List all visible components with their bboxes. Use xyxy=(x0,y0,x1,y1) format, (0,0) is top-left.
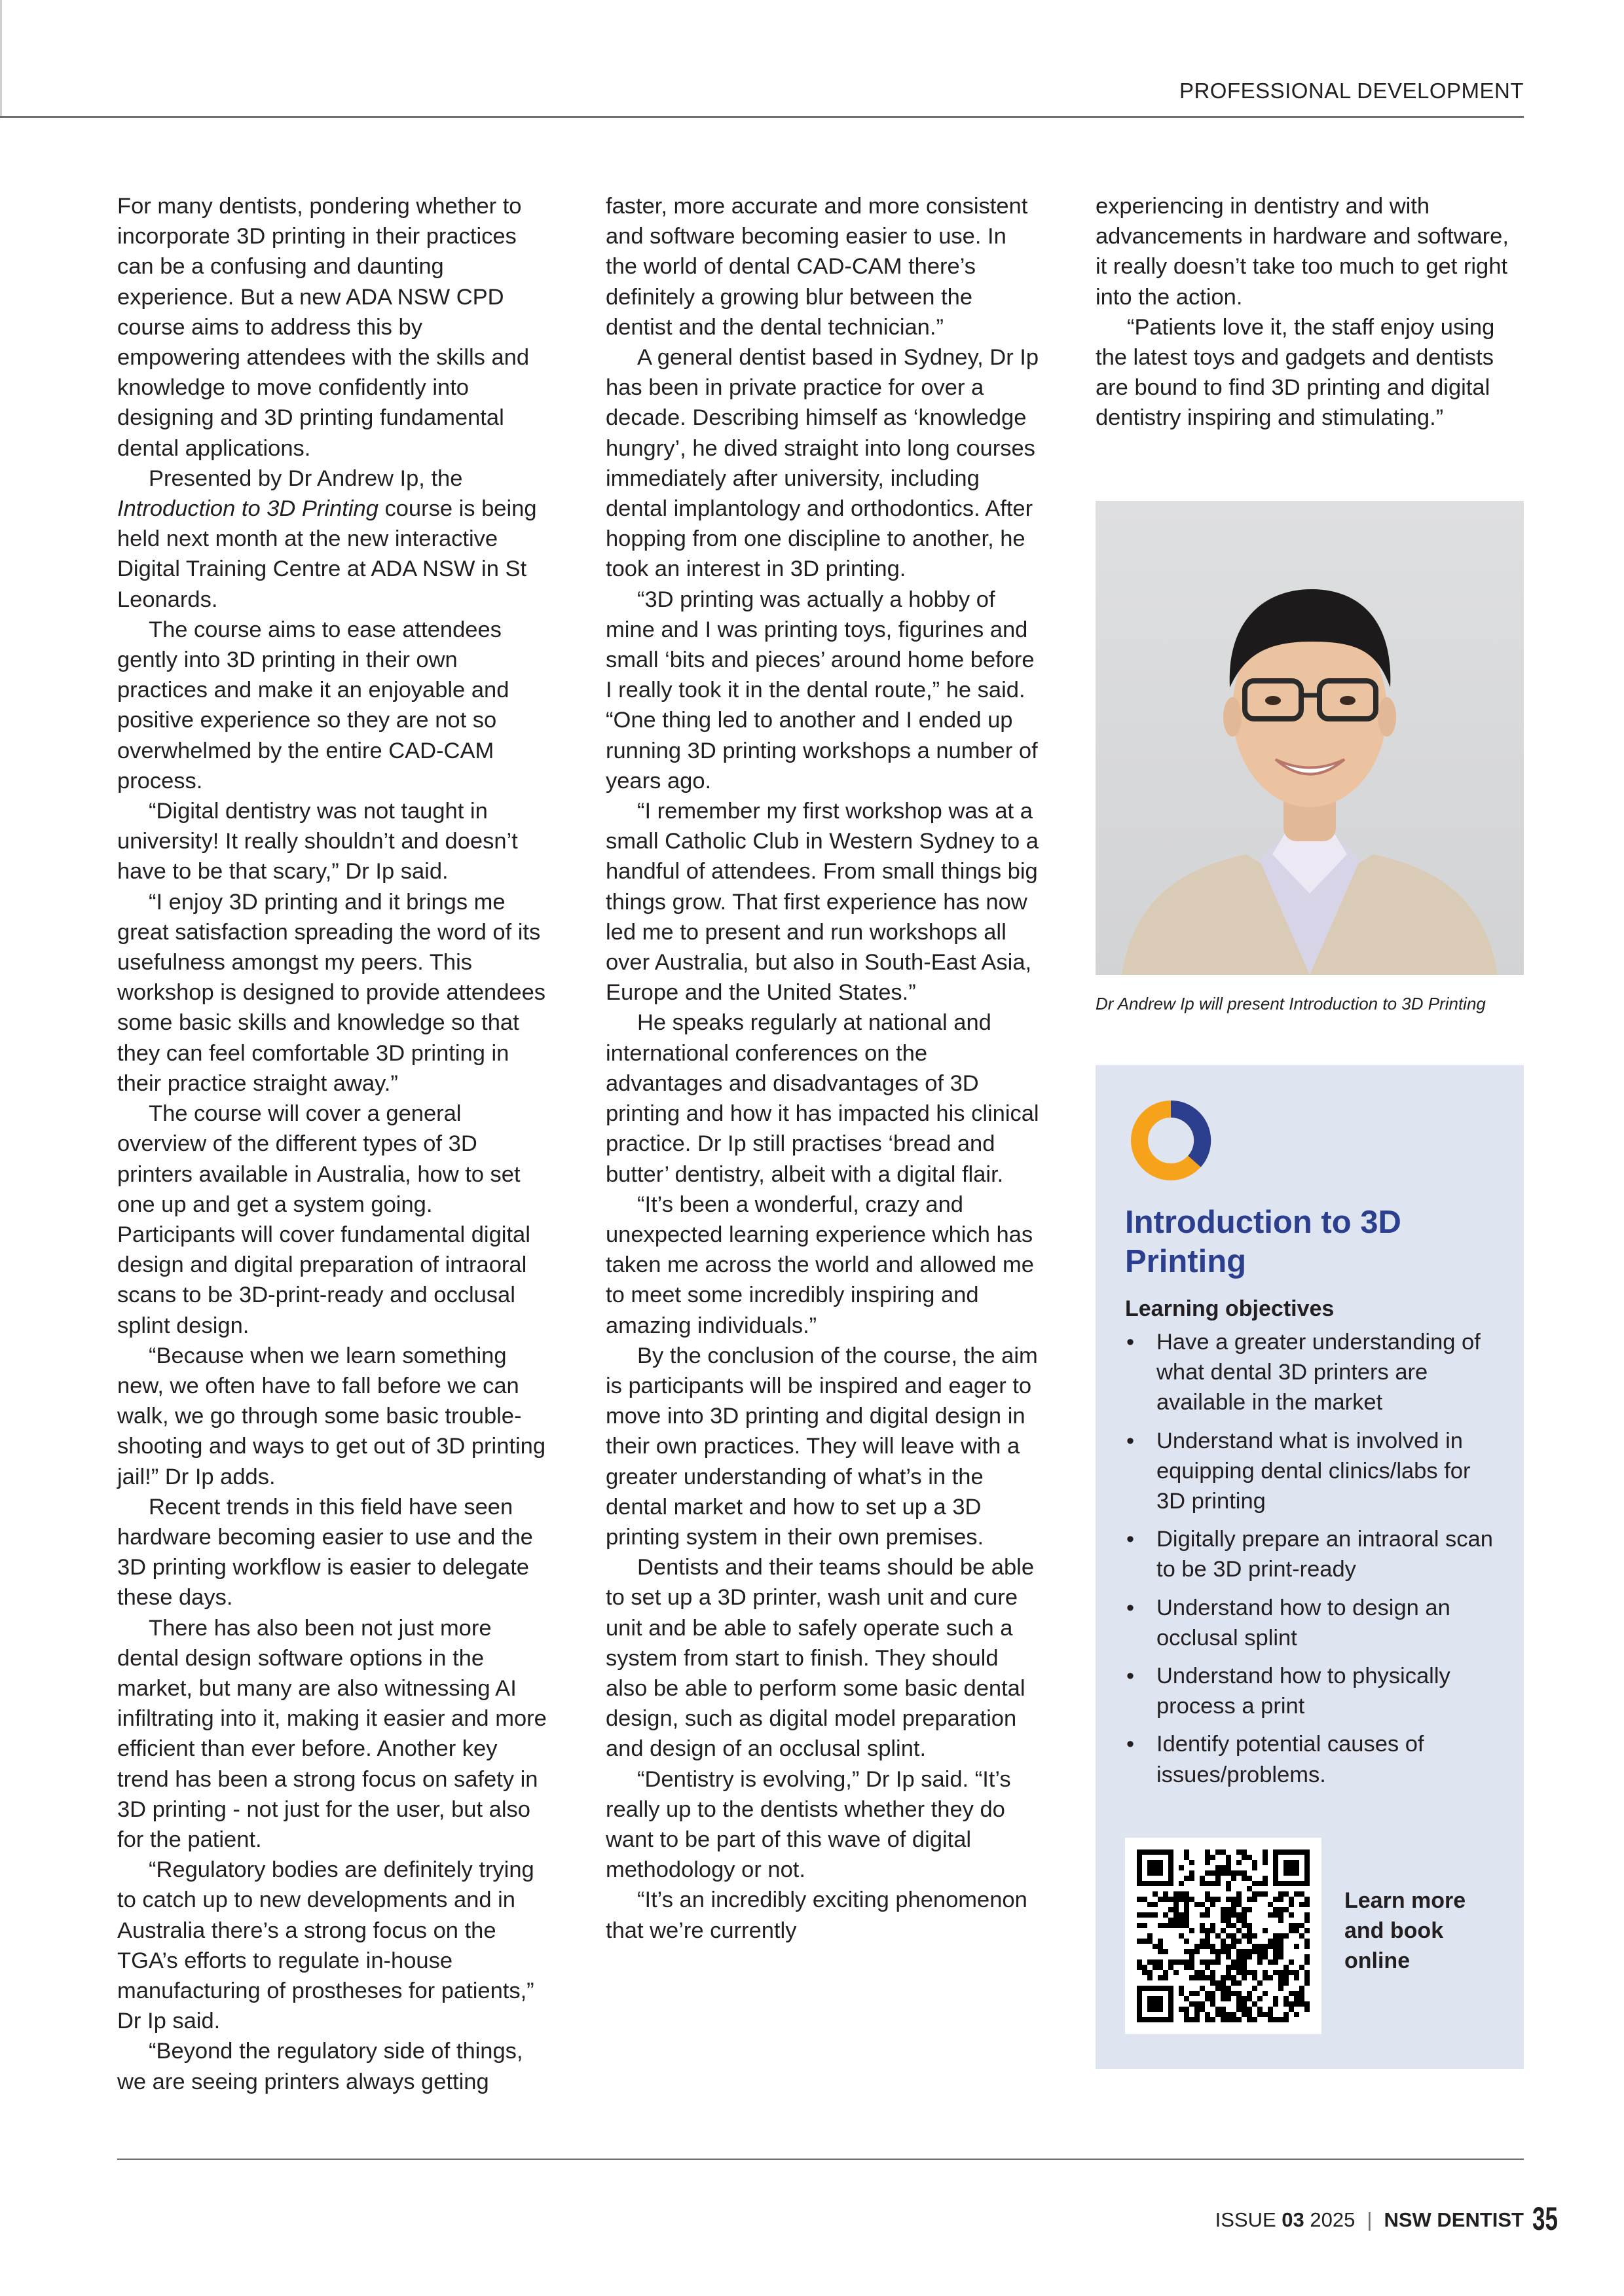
paragraph: Presented by Dr Andrew Ip, the Introduction to 3D Printing course is being held next month at the new interactive Digital Training Centre at ADA NSW in St Leonards. xyxy=(117,465,537,612)
issue-year: 2025 xyxy=(1310,2208,1356,2231)
learn-more-link[interactable]: Learn more and book online xyxy=(1344,1888,1466,1973)
paragraph: “It’s been a wonderful, crazy and unexpected learning experience which has taken me across the world and allowed me to meet some incredibly inspiring and amazing individuals.” xyxy=(606,1192,1034,1338)
paragraph: “I remember my first workshop was at a small Catholic Club in Western Sydney to a handful of attendees. From small things big things grow. That first experience has now led me to present and run workshops all over Australia, but also in South-East Asia, Europe and the United States.” xyxy=(606,799,1039,1006)
issue-number: 03 xyxy=(1282,2208,1304,2231)
footer xyxy=(1215,2208,1524,2232)
paragraph: Recent trends in this field have seen hardware becoming easier to use and the 3D printing workflow is easier to delegate these days. xyxy=(117,1494,533,1611)
section-label: PROFESSIONAL DEVELOPMENT xyxy=(1179,79,1524,103)
paragraph: “Because when we learn something new, we often have to fall before we can walk, we go through some basic trouble-shooting and ways to get out of 3D printing jail!” Dr Ip adds. xyxy=(117,1343,546,1489)
list-item: • Identify potential causes of issues/problems. xyxy=(1125,1729,1505,1789)
paragraph: The course will cover a general overview of the different types of 3D printers available in Australia, how to set one up and get a system going. Participants will cover fundamental digital design and digital preparation of intraoral scans to be 3D-print-ready and occlusal splint design. xyxy=(117,1101,530,1338)
footer-separator: | xyxy=(1367,2208,1373,2231)
objectives-list xyxy=(1125,1327,1505,1798)
paragraph: “Dentistry is evolving,” Dr Ip said. “It’s really up to the dentists whether they do want to be part of this wave of digital methodology or not. xyxy=(606,1766,1011,1883)
list-item: • Understand how to physically process a print xyxy=(1125,1661,1505,1721)
paragraph: faster, more accurate and more consistent and software becoming easier to use. In the world of dental CAD-CAM there’s definitely a growing blur between the dentist and the dental technician.” xyxy=(606,194,1028,340)
list-item: • Digitally prepare an intraoral scan to be 3D print-ready xyxy=(1125,1524,1505,1584)
portrait-photo xyxy=(1096,501,1524,975)
page-edge-line xyxy=(0,0,2,118)
paragraph: “Patients love it, the staff enjoy using the latest toys and gadgets and dentists are bound to find 3D printing and digital dentistry inspiring and stimulating.” xyxy=(1096,314,1495,431)
photo-caption: Dr Andrew Ip will present Introduction to 3D Printing xyxy=(1096,994,1486,1013)
header-rule xyxy=(0,116,1524,118)
ring-logo-icon xyxy=(1125,1095,1217,1186)
paragraph: “It’s an incredibly exciting phenomenon that we’re currently xyxy=(606,1887,1027,1943)
paragraph: “Regulatory bodies are definitely trying to catch up to new developments and in Australia there’s a strong focus on the TGA’s efforts to regulate in-house manufacturing of prostheses for patients,” Dr Ip said. xyxy=(117,1857,534,2034)
footer-rule xyxy=(117,2159,1524,2160)
paragraph: By the conclusion of the course, the aim is participants will be inspired and eager to move into 3D printing and digital design in their own practices. They will leave with a greater understanding of what’s in the dental market and how to set up a 3D printing system in their own premises. xyxy=(606,1343,1038,1550)
issue-label: ISSUE xyxy=(1215,2208,1276,2231)
list-item: • Understand what is involved in equipping dental clinics/labs for 3D printing xyxy=(1125,1426,1505,1517)
learning-objectives-heading: Learning objectives xyxy=(1125,1296,1335,1321)
article-column-2 xyxy=(606,191,1039,1946)
magazine-name: NSW DENTIST xyxy=(1384,2208,1524,2231)
qr-code-icon[interactable] xyxy=(1137,1850,1310,2022)
page-number: 35 xyxy=(1532,2200,1558,2237)
paragraph: The course aims to ease attendees gently into 3D printing in their own practices and make it an enjoyable and positive experience so they are not so overwhelmed by the entire CAD-CAM process. xyxy=(117,617,509,793)
qr-code[interactable] xyxy=(1125,1838,1321,2034)
portrait-illustration xyxy=(1096,501,1524,975)
article-column-1 xyxy=(117,191,551,2097)
list-item: • Have a greater understanding of what dental 3D printers are available in the market xyxy=(1125,1327,1505,1418)
paragraph: For many dentists, pondering whether to incorporate 3D printing in their practices can be a confusing and daunting experience. But a new ADA NSW CPD course aims to address this by empowering attendees with the skills and knowledge to move confidently into designing and 3D printing fundamental dental applications. xyxy=(117,194,530,461)
paragraph: “Digital dentistry was not taught in university! It really shouldn’t and doesn’t have to be that scary,” Dr Ip said. xyxy=(117,799,518,884)
paragraph: “Beyond the regulatory side of things, we are seeing printers always getting xyxy=(117,2039,523,2094)
paragraph: A general dentist based in Sydney, Dr Ip has been in private practice for over a decade. Describing himself as ‘knowledge hungry’, he dived straight into long courses immediately after university, including dental implantology and orthodontics. After hopping from one discipline to another, he took an interest in 3D printing. xyxy=(606,345,1039,582)
paragraph: There has also been not just more dental design software options in the market, but many are also witnessing AI infiltrating into it, making it easier and more efficient than ever before. Another key trend has been a strong focus on safety in 3D printing - not just for the user, but also for the patient. xyxy=(117,1615,547,1852)
course-title-italic: Introduction to 3D Printing xyxy=(117,496,378,522)
course-title: Introduction to 3D Printing xyxy=(1125,1205,1401,1279)
list-item: • Understand how to design an occlusal splint xyxy=(1125,1593,1505,1653)
course-info-box xyxy=(1096,1065,1524,2069)
paragraph: Dentists and their teams should be able to set up a 3D printer, wash unit and cure unit and be able to safely operate such a system from start to finish. They should also be able to perform some basic dental design, such as digital model preparation and design of an occlusal splint. xyxy=(606,1555,1035,1762)
paragraph: “3D printing was actually a hobby of mine and I was printing toys, figurines and small ‘bits and pieces’ around home before I really took it in the dental route,” he said. “One thing led to another and I ended up running 3D printing workshops a number of years ago. xyxy=(606,587,1038,793)
paragraph: “I enjoy 3D printing and it brings me great satisfaction spreading the word of its usefulness amongst my peers. This workshop is designed to provide attendees some basic skills and knowledge so that they can feel comfortable 3D printing in their practice straight away.” xyxy=(117,889,546,1096)
paragraph: He speaks regularly at national and international conferences on the advantages and disadvantages of 3D printing and how it has impacted his clinical practice. Dr Ip still practises ‘bread and butter’ dentistry, albeit with a digital flair. xyxy=(606,1010,1039,1187)
paragraph: experiencing in dentistry and with advancements in hardware and software, it really doesn’t take too much to get right into the action. xyxy=(1096,194,1509,310)
article-column-3 xyxy=(1096,191,1524,433)
